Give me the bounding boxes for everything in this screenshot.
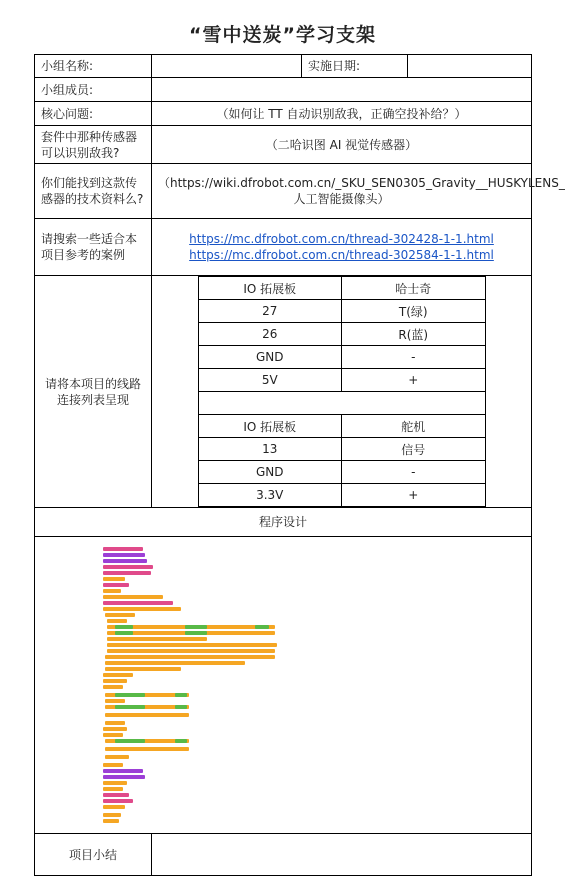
docs-answer: （https://wiki.dfrobot.com.cn/_SKU_SEN0305_Gravity__HUSKYLENS_人工智能摄像头） bbox=[152, 164, 532, 219]
members-label: 小组成员: bbox=[35, 78, 152, 102]
code-block bbox=[103, 679, 127, 683]
code-block bbox=[105, 655, 275, 659]
code-block bbox=[103, 793, 129, 797]
table-row: GND bbox=[198, 346, 342, 369]
code-block bbox=[107, 637, 207, 641]
code-block bbox=[103, 595, 163, 599]
code-block bbox=[115, 631, 133, 635]
code-block bbox=[105, 721, 125, 725]
code-block bbox=[103, 733, 123, 737]
code-block bbox=[103, 589, 121, 593]
code-block bbox=[115, 739, 145, 743]
code-block bbox=[107, 649, 275, 653]
code-block bbox=[107, 619, 127, 623]
code-block bbox=[103, 583, 129, 587]
program-screenshot-cell bbox=[35, 537, 532, 834]
page-title: “雪中送炭”学习支架 bbox=[189, 24, 376, 46]
code-block bbox=[185, 631, 207, 635]
code-block bbox=[103, 607, 181, 611]
program-label: 程序设计 bbox=[35, 508, 532, 537]
code-block bbox=[103, 553, 145, 557]
summary-label: 项目小结 bbox=[35, 834, 152, 876]
group-name-label: 小组名称: bbox=[35, 55, 152, 78]
case-link-2[interactable]: https://mc.dfrobot.com.cn/thread-302584-1-1.html bbox=[189, 248, 494, 262]
code-block bbox=[115, 625, 133, 629]
program-blocks-image bbox=[35, 537, 531, 833]
code-block bbox=[103, 799, 133, 803]
code-block bbox=[103, 565, 153, 569]
code-block bbox=[103, 577, 125, 581]
core-question-answer: （如何让 TT 自动识别敌我，正确空投补给？） bbox=[152, 102, 532, 126]
sensor-label: 套件中那种传感器可以识别敌我? bbox=[35, 126, 152, 164]
code-block bbox=[103, 601, 173, 605]
code-block bbox=[105, 713, 189, 717]
code-block bbox=[175, 705, 187, 709]
code-block bbox=[107, 643, 277, 647]
code-block bbox=[103, 787, 123, 791]
table-row: 26 bbox=[198, 323, 342, 346]
code-block bbox=[103, 685, 123, 689]
table-cell: + bbox=[342, 484, 486, 507]
code-block bbox=[175, 739, 187, 743]
code-block bbox=[103, 813, 121, 817]
wiring-table bbox=[198, 276, 486, 507]
table-cell: + bbox=[342, 369, 486, 392]
code-block bbox=[105, 613, 135, 617]
docs-label: 你们能找到这款传感器的技术资料么? bbox=[35, 164, 152, 219]
table-cell: R(蓝) bbox=[342, 323, 486, 346]
code-block bbox=[255, 625, 269, 629]
code-block bbox=[103, 805, 125, 809]
wiring-label: 请将本项目的线路连接列表呈现 bbox=[35, 276, 152, 508]
group-name-cell[interactable] bbox=[152, 55, 302, 78]
table-cell: 信号 bbox=[342, 438, 486, 461]
code-block bbox=[103, 769, 143, 773]
scaffold-table bbox=[34, 54, 565, 876]
wiring-spacer bbox=[198, 392, 485, 415]
wiring-header-io-2: IO 拓展板 bbox=[198, 415, 342, 438]
case-link-1[interactable]: https://mc.dfrobot.com.cn/thread-302428-1-1.html bbox=[189, 232, 494, 246]
code-block bbox=[103, 781, 127, 785]
table-row: GND bbox=[198, 461, 342, 484]
wiring-header-io: IO 拓展板 bbox=[198, 277, 342, 300]
code-block bbox=[103, 559, 147, 563]
code-block bbox=[185, 625, 207, 629]
core-question-label: 核心问题: bbox=[35, 102, 152, 126]
table-cell: - bbox=[342, 346, 486, 369]
code-block bbox=[105, 667, 181, 671]
wiring-header-husky: 哈士奇 bbox=[342, 277, 486, 300]
cases-label: 请搜索一些适合本项目参考的案例 bbox=[35, 219, 152, 276]
code-block bbox=[115, 693, 145, 697]
code-block bbox=[103, 547, 143, 551]
code-block bbox=[105, 699, 125, 703]
code-block bbox=[105, 747, 189, 751]
summary-cell[interactable] bbox=[152, 834, 532, 876]
code-block bbox=[105, 661, 245, 665]
code-block bbox=[103, 571, 151, 575]
members-cell[interactable] bbox=[152, 78, 532, 102]
code-block bbox=[103, 775, 145, 779]
table-row: 3.3V bbox=[198, 484, 342, 507]
date-cell[interactable] bbox=[408, 55, 532, 78]
code-block bbox=[103, 763, 123, 767]
wiring-header-servo: 舵机 bbox=[342, 415, 486, 438]
sensor-answer: （二哈识图 AI 视觉传感器） bbox=[152, 126, 532, 164]
code-block bbox=[105, 755, 129, 759]
table-row: 27 bbox=[198, 300, 342, 323]
code-block bbox=[175, 693, 187, 697]
table-cell: - bbox=[342, 461, 486, 484]
code-block bbox=[103, 819, 119, 823]
table-row: 13 bbox=[198, 438, 342, 461]
table-row: 5V bbox=[198, 369, 342, 392]
wiring-cell bbox=[152, 276, 532, 508]
code-block bbox=[115, 705, 145, 709]
cases-links bbox=[152, 219, 532, 276]
code-block bbox=[103, 673, 133, 677]
table-cell: T(绿) bbox=[342, 300, 486, 323]
code-block bbox=[103, 727, 127, 731]
date-label: 实施日期: bbox=[302, 55, 408, 78]
